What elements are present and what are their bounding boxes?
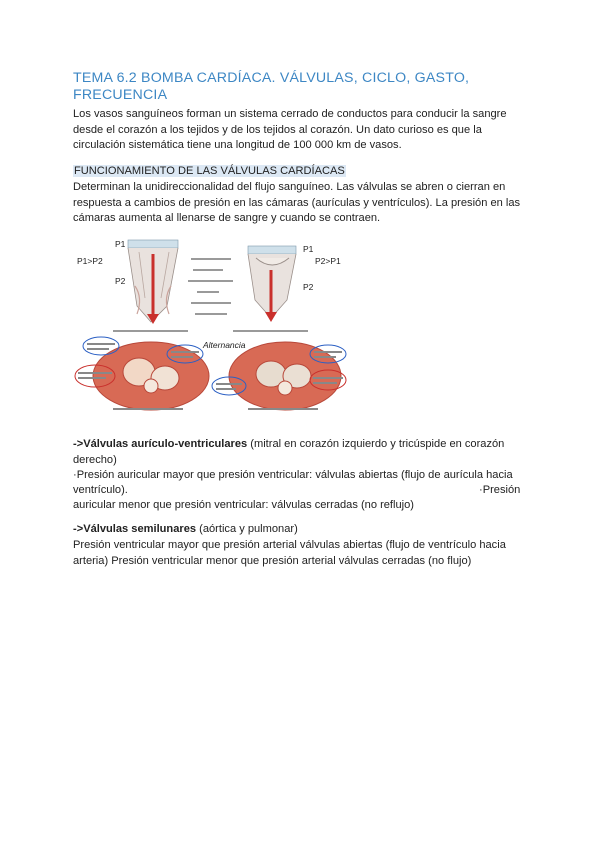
av-line-2a: ventrículo). bbox=[73, 484, 128, 496]
section-body: Determinan la unidireccionalidad del flujo sanguíneo. Las válvulas se abren o cierran en respuesta a cambios de presión en las cámaras (aurículas y ventrículos). La presión en las cámaras aumenta al llenarse de sangre y cuando se contraen. bbox=[73, 181, 521, 225]
av-detail: (mitral en corazón izquierdo y tricúspide en corazón derecho) bbox=[73, 438, 505, 466]
av-line-2 bbox=[73, 483, 528, 499]
av-line-1: ·Presión auricular mayor que presión ventricular: válvulas abiertas (flujo de aurícula hacia bbox=[73, 469, 513, 481]
av-line-2b: ·Presión bbox=[479, 484, 521, 496]
sl-name: Válvulas semilunares bbox=[83, 523, 197, 535]
label-p2-right: P2 bbox=[303, 282, 314, 292]
valve-open-diagram bbox=[128, 240, 178, 324]
intro-paragraph: Los vasos sanguíneos forman un sistema cerrado de conductos para conducir la sangre desde el corazón a los tejidos y de los tejidos al corazón. Un dato curioso es que la circulación sistemática tiene una longitud de 100 000 km de vasos. bbox=[73, 108, 507, 152]
av-line-3: auricular menor que presión ventricular: válvulas cerradas (no reflujo) bbox=[73, 499, 414, 511]
page-title: TEMA 6.2 BOMBA CARDÍACA. VÁLVULAS, CICLO, GASTO, FRECUENCIA bbox=[73, 70, 470, 103]
sl-body: Presión ventricular mayor que presión arterial válvulas abiertas (flujo de ventrículo hacia arteria) Presión ventricular menor que presión arterial válvulas cerradas (no flujo) bbox=[73, 539, 506, 567]
section-heading bbox=[73, 164, 346, 180]
av-prefix: -> bbox=[73, 438, 84, 450]
label-alternancia: Alternancia bbox=[203, 340, 246, 350]
label-p2-gt-p1: P2>P1 bbox=[315, 256, 341, 266]
valves-figure bbox=[73, 236, 348, 414]
av-name: Válvulas aurículo-ventriculares bbox=[83, 438, 248, 450]
figure-tiny-labels bbox=[188, 258, 233, 315]
label-p1-right: P1 bbox=[303, 244, 314, 254]
av-valves-heading bbox=[73, 437, 528, 468]
sl-prefix: -> bbox=[73, 523, 84, 535]
sl-valves-heading bbox=[73, 522, 528, 538]
section-heading-text: FUNCIONAMIENTO DE LAS VÁLVULAS CARDÍACAS bbox=[74, 165, 345, 177]
label-p1-gt-p2: P1>P2 bbox=[77, 256, 103, 266]
valve-closed-diagram bbox=[248, 246, 296, 322]
label-p2-left: P2 bbox=[115, 276, 126, 286]
label-p1-left: P1 bbox=[115, 239, 126, 249]
sl-detail: (aórtica y pulmonar) bbox=[196, 523, 298, 535]
valves-illustration bbox=[73, 236, 348, 414]
